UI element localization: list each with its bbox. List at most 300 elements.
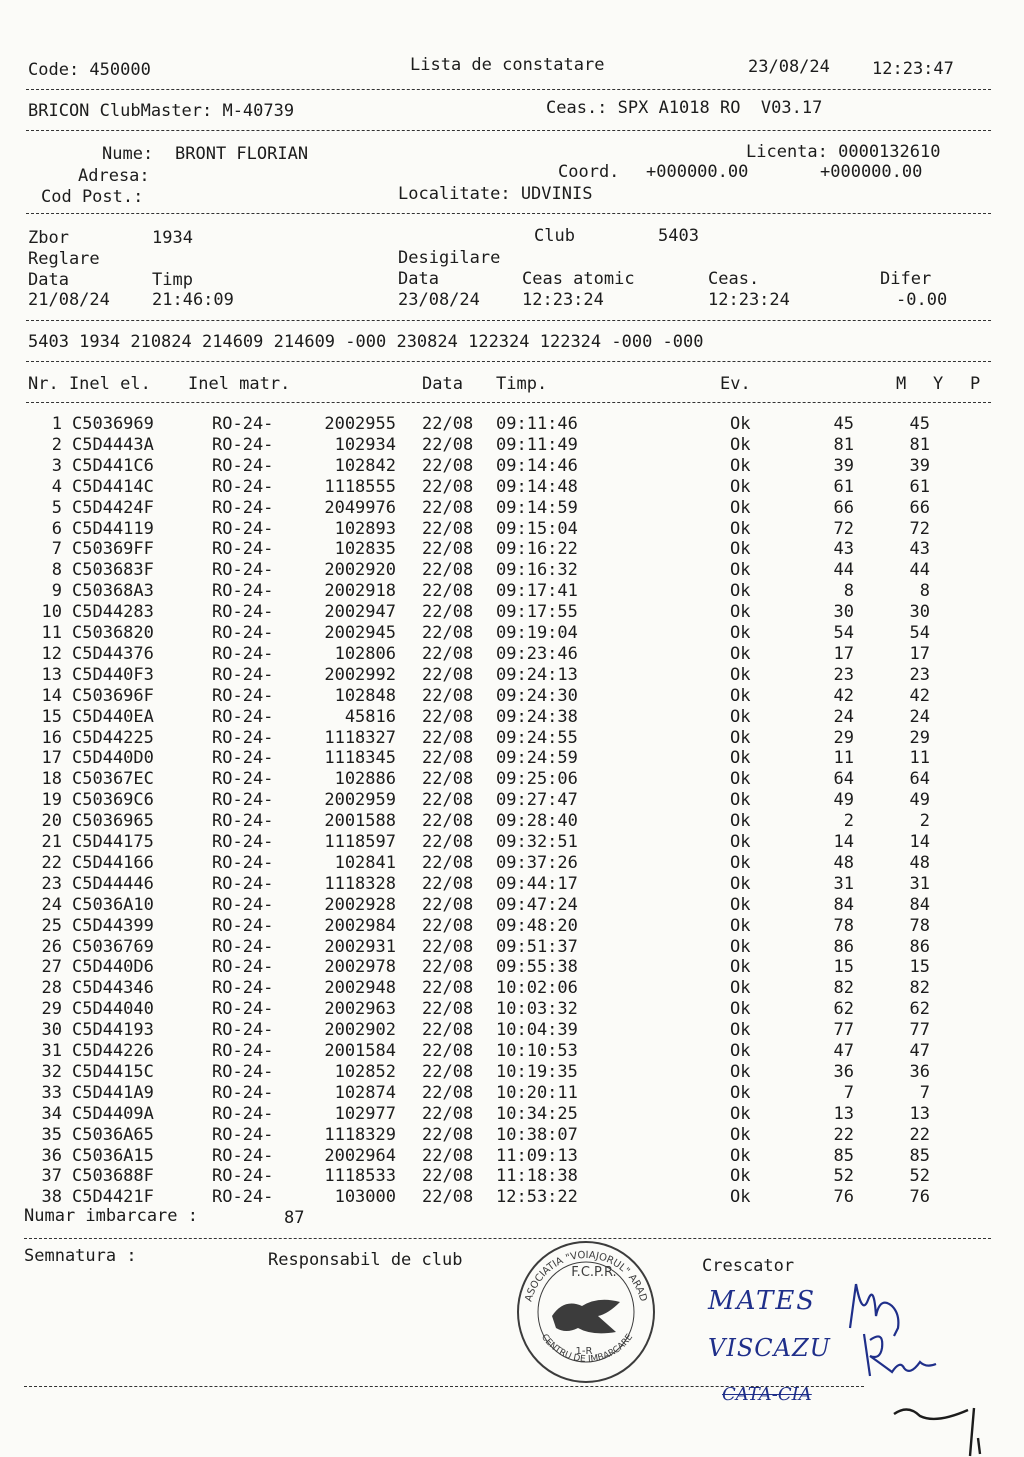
y-value: 84 xyxy=(909,894,930,915)
ring-prefix: RO-24- xyxy=(212,894,274,915)
arrival-time: 09:24:38 xyxy=(496,706,578,727)
table-row xyxy=(0,874,1024,895)
event-status: Ok xyxy=(730,685,751,706)
event-status: Ok xyxy=(730,560,751,581)
row-number: 22 xyxy=(41,852,62,873)
handwritten-name-3: CATA-CIA xyxy=(722,1384,812,1405)
ring-prefix: RO-24- xyxy=(212,811,274,832)
header-m: M xyxy=(896,374,907,394)
m-value: 22 xyxy=(833,1124,854,1145)
arrival-time: 09:16:22 xyxy=(496,539,578,560)
m-value: 44 xyxy=(833,560,854,581)
arrival-time: 09:24:55 xyxy=(496,727,578,748)
ring-electronic: C5D44376 xyxy=(72,643,154,664)
ring-number: 1118327 xyxy=(324,727,396,748)
row-number: 9 xyxy=(51,581,62,602)
ring-number: 1118533 xyxy=(324,1166,396,1187)
ceas-atomic-label: Ceas atomic xyxy=(522,269,635,289)
ring-electronic: C5D4414C xyxy=(72,476,154,497)
row-number: 34 xyxy=(41,1103,62,1124)
table-row xyxy=(0,519,1024,540)
data-label: Data xyxy=(28,270,69,290)
ring-prefix: RO-24- xyxy=(212,873,274,894)
ring-electronic: C5D44040 xyxy=(72,999,154,1020)
arrival-time: 10:34:25 xyxy=(496,1103,578,1124)
m-value: 76 xyxy=(833,1187,854,1208)
y-value: 82 xyxy=(909,978,930,999)
y-value: 45 xyxy=(909,414,930,434)
ring-electronic: C5D441A9 xyxy=(72,1082,154,1103)
ring-prefix: RO-24- xyxy=(212,748,274,769)
nume-label: Nume: xyxy=(102,144,154,164)
y-value: 72 xyxy=(909,518,930,539)
ring-electronic: C5D44283 xyxy=(72,602,154,623)
ring-prefix: RO-24- xyxy=(212,685,274,706)
m-value: 15 xyxy=(833,957,854,978)
numar-imbarcare-label: Numar imbarcare : xyxy=(24,1206,198,1226)
ring-number: 1118328 xyxy=(324,873,396,894)
header-timp: Timp. xyxy=(496,374,548,394)
arrival-date: 22/08 xyxy=(422,560,474,581)
y-value: 85 xyxy=(909,1145,930,1166)
semnatura-label: Semnatura : xyxy=(24,1246,137,1266)
row-number: 29 xyxy=(41,999,62,1020)
m-value: 36 xyxy=(833,1061,854,1082)
row-number: 1 xyxy=(51,414,62,434)
y-value: 62 xyxy=(909,999,930,1020)
ring-number: 2002955 xyxy=(324,414,396,434)
arrival-date: 22/08 xyxy=(422,748,474,769)
ring-electronic: C5D440D0 xyxy=(72,748,154,769)
ring-electronic: C503683F xyxy=(72,560,154,581)
table-row xyxy=(0,539,1024,560)
header-y: Y xyxy=(933,374,944,394)
y-value: 14 xyxy=(909,832,930,852)
event-status: Ok xyxy=(730,978,751,999)
ring-number: 1118555 xyxy=(324,476,396,497)
row-number: 33 xyxy=(41,1082,62,1103)
m-value: 54 xyxy=(833,623,854,643)
ring-number: 102886 xyxy=(334,769,396,790)
event-status: Ok xyxy=(730,664,751,685)
clubmaster-id: BRICON ClubMaster: M-40739 xyxy=(28,101,295,121)
table-row xyxy=(0,853,1024,874)
table-row xyxy=(0,957,1024,978)
table-row xyxy=(0,644,1024,665)
event-status: Ok xyxy=(730,748,751,769)
ring-prefix: RO-24- xyxy=(212,602,274,623)
ring-prefix: RO-24- xyxy=(212,1187,274,1208)
event-status: Ok xyxy=(730,414,751,434)
event-status: Ok xyxy=(730,643,751,664)
signature-mark-2 xyxy=(890,1398,990,1457)
ring-prefix: RO-24- xyxy=(212,560,274,581)
arrival-date: 22/08 xyxy=(422,1124,474,1145)
ring-number: 2002902 xyxy=(324,1020,396,1041)
event-status: Ok xyxy=(730,852,751,873)
arrival-time: 11:09:13 xyxy=(496,1145,578,1166)
reglare-label: Reglare xyxy=(28,249,100,269)
row-number: 24 xyxy=(41,894,62,915)
stamp-top-text: ASOCIATIA "VOIAJORUL" ARAD xyxy=(523,1249,649,1303)
y-value: 61 xyxy=(909,476,930,497)
arrival-date: 22/08 xyxy=(422,497,474,518)
m-value: 77 xyxy=(833,1020,854,1041)
ring-electronic: C5D44193 xyxy=(72,1020,154,1041)
row-number: 8 xyxy=(51,560,62,581)
arrival-date: 22/08 xyxy=(422,978,474,999)
arrival-date: 22/08 xyxy=(422,581,474,602)
arrival-time: 09:14:48 xyxy=(496,476,578,497)
ring-electronic: C5036A10 xyxy=(72,894,154,915)
y-value: 29 xyxy=(909,727,930,748)
ring-electronic: C5D4409A xyxy=(72,1103,154,1124)
table-row xyxy=(0,1041,1024,1062)
event-status: Ok xyxy=(730,581,751,602)
row-number: 12 xyxy=(41,643,62,664)
y-value: 49 xyxy=(909,790,930,811)
m-value: 11 xyxy=(833,748,854,769)
event-status: Ok xyxy=(730,706,751,727)
ring-number: 2001584 xyxy=(324,1041,396,1061)
arrival-time: 11:18:38 xyxy=(496,1166,578,1187)
ring-electronic: C5D44346 xyxy=(72,978,154,999)
m-value: 31 xyxy=(833,873,854,894)
m-value: 23 xyxy=(833,664,854,685)
ring-prefix: RO-24- xyxy=(212,518,274,539)
row-number: 11 xyxy=(41,623,62,643)
m-value: 86 xyxy=(833,936,854,957)
row-number: 26 xyxy=(41,936,62,957)
row-number: 10 xyxy=(41,602,62,623)
header-ev: Ev. xyxy=(720,374,751,394)
arrival-date: 22/08 xyxy=(422,706,474,727)
y-value: 23 xyxy=(909,664,930,685)
y-value: 52 xyxy=(909,1166,930,1187)
arrival-time: 10:02:06 xyxy=(496,978,578,999)
arrival-time: 10:03:32 xyxy=(496,999,578,1020)
event-status: Ok xyxy=(730,999,751,1020)
y-value: 22 xyxy=(909,1124,930,1145)
ring-electronic: C5D441C6 xyxy=(72,455,154,476)
event-status: Ok xyxy=(730,1124,751,1145)
y-value: 36 xyxy=(909,1061,930,1082)
ring-prefix: RO-24- xyxy=(212,476,274,497)
ring-prefix: RO-24- xyxy=(212,1166,274,1187)
arrival-date: 22/08 xyxy=(422,1041,474,1061)
ring-electronic: C5D44446 xyxy=(72,873,154,894)
ring-prefix: RO-24- xyxy=(212,790,274,811)
y-value: 54 xyxy=(909,623,930,643)
event-status: Ok xyxy=(730,832,751,852)
row-number: 18 xyxy=(41,769,62,790)
ring-electronic: C5036820 xyxy=(72,623,154,643)
arrival-date: 22/08 xyxy=(422,623,474,643)
table-row xyxy=(0,581,1024,602)
arrival-date: 22/08 xyxy=(422,727,474,748)
m-value: 17 xyxy=(833,643,854,664)
y-value: 8 xyxy=(919,581,930,602)
row-number: 23 xyxy=(41,873,62,894)
table-row xyxy=(0,623,1024,644)
y-value: 42 xyxy=(909,685,930,706)
arrival-time: 09:15:04 xyxy=(496,518,578,539)
m-value: 45 xyxy=(833,414,854,434)
m-value: 14 xyxy=(833,832,854,852)
arrival-time: 09:24:13 xyxy=(496,664,578,685)
zbor-number: 1934 xyxy=(152,228,193,248)
stamp-abbr: F.C.P.R. xyxy=(571,1265,617,1280)
row-number: 37 xyxy=(41,1166,62,1187)
divider xyxy=(26,402,991,403)
document-title: Lista de constatare xyxy=(410,55,605,75)
localitate: Localitate: UDVINIS xyxy=(398,184,593,204)
event-status: Ok xyxy=(730,455,751,476)
divider xyxy=(26,89,991,90)
y-value: 81 xyxy=(909,434,930,455)
ring-number: 102842 xyxy=(334,455,396,476)
m-value: 52 xyxy=(833,1166,854,1187)
club-label: Club xyxy=(534,226,575,246)
row-number: 31 xyxy=(41,1041,62,1061)
y-value: 77 xyxy=(909,1020,930,1041)
arrival-time: 09:25:06 xyxy=(496,769,578,790)
arrival-date: 22/08 xyxy=(422,1103,474,1124)
event-status: Ok xyxy=(730,602,751,623)
ring-prefix: RO-24- xyxy=(212,414,274,434)
row-number: 3 xyxy=(51,455,62,476)
m-value: 49 xyxy=(833,790,854,811)
ring-electronic: C5D44225 xyxy=(72,727,154,748)
row-number: 20 xyxy=(41,811,62,832)
event-status: Ok xyxy=(730,434,751,455)
event-status: Ok xyxy=(730,1103,751,1124)
ring-electronic: C50367EC xyxy=(72,769,154,790)
arrival-time: 10:10:53 xyxy=(496,1041,578,1061)
arrival-date: 22/08 xyxy=(422,852,474,873)
stamp-number: 1-R xyxy=(575,1346,593,1357)
table-row xyxy=(0,665,1024,686)
arrival-time: 10:20:11 xyxy=(496,1082,578,1103)
ring-electronic: C5036965 xyxy=(72,811,154,832)
table-row xyxy=(0,832,1024,853)
m-value: 82 xyxy=(833,978,854,999)
ring-prefix: RO-24- xyxy=(212,434,274,455)
row-number: 15 xyxy=(41,706,62,727)
event-status: Ok xyxy=(730,1082,751,1103)
event-status: Ok xyxy=(730,1166,751,1187)
codpost-label: Cod Post.: xyxy=(41,187,144,207)
event-status: Ok xyxy=(730,873,751,894)
arrival-time: 09:28:40 xyxy=(496,811,578,832)
code-label: Code: 450000 xyxy=(28,60,151,80)
club-number: 5403 xyxy=(658,226,699,246)
arrival-date: 22/08 xyxy=(422,685,474,706)
m-value: 8 xyxy=(843,581,854,602)
ring-prefix: RO-24- xyxy=(212,706,274,727)
numar-imbarcare: 87 xyxy=(284,1208,305,1228)
event-status: Ok xyxy=(730,894,751,915)
row-number: 4 xyxy=(51,476,62,497)
arrival-date: 22/08 xyxy=(422,476,474,497)
arrival-time: 09:47:24 xyxy=(496,894,578,915)
arrival-date: 22/08 xyxy=(422,664,474,685)
ring-number: 2002920 xyxy=(324,560,396,581)
event-status: Ok xyxy=(730,769,751,790)
ring-number: 2002978 xyxy=(324,957,396,978)
y-value: 17 xyxy=(909,643,930,664)
table-row xyxy=(0,999,1024,1020)
ring-prefix: RO-24- xyxy=(212,957,274,978)
table-row xyxy=(0,1125,1024,1146)
ring-number: 102934 xyxy=(334,434,396,455)
row-number: 16 xyxy=(41,727,62,748)
coord-label: Coord. xyxy=(558,162,620,182)
difference: -0.00 xyxy=(896,290,948,310)
arrival-time: 10:19:35 xyxy=(496,1061,578,1082)
table-row xyxy=(0,728,1024,749)
arrival-date: 22/08 xyxy=(422,455,474,476)
arrival-time: 09:48:20 xyxy=(496,915,578,936)
table-row xyxy=(0,686,1024,707)
ring-prefix: RO-24- xyxy=(212,978,274,999)
reglare-date: 21/08/24 xyxy=(28,290,110,310)
ring-number: 2002959 xyxy=(324,790,396,811)
clock-time: 12:23:24 xyxy=(708,290,790,310)
ring-electronic: C5D440F3 xyxy=(72,664,154,685)
ring-number: 2002992 xyxy=(324,664,396,685)
ring-prefix: RO-24- xyxy=(212,643,274,664)
event-status: Ok xyxy=(730,1145,751,1166)
event-status: Ok xyxy=(730,476,751,497)
m-value: 24 xyxy=(833,706,854,727)
row-number: 2 xyxy=(51,434,62,455)
arrival-time: 09:55:38 xyxy=(496,957,578,978)
arrival-time: 09:27:47 xyxy=(496,790,578,811)
row-number: 6 xyxy=(51,518,62,539)
ring-number: 2002947 xyxy=(324,602,396,623)
arrival-date: 22/08 xyxy=(422,1061,474,1082)
handwritten-name-2: VISCAZU xyxy=(708,1334,831,1362)
table-row xyxy=(0,498,1024,519)
ring-electronic: C5036A65 xyxy=(72,1124,154,1145)
m-value: 62 xyxy=(833,999,854,1020)
ring-electronic: C5D44119 xyxy=(72,518,154,539)
arrival-date: 22/08 xyxy=(422,539,474,560)
table-row xyxy=(0,811,1024,832)
table-row xyxy=(0,435,1024,456)
ring-electronic: C5D4424F xyxy=(72,497,154,518)
m-value: 84 xyxy=(833,894,854,915)
m-value: 81 xyxy=(833,434,854,455)
arrival-time: 09:17:55 xyxy=(496,602,578,623)
event-status: Ok xyxy=(730,790,751,811)
table-row xyxy=(0,1104,1024,1125)
y-value: 31 xyxy=(909,873,930,894)
ring-number: 102806 xyxy=(334,643,396,664)
arrival-date: 22/08 xyxy=(422,643,474,664)
row-number: 13 xyxy=(41,664,62,685)
ring-prefix: RO-24- xyxy=(212,1145,274,1166)
y-value: 30 xyxy=(909,602,930,623)
m-value: 47 xyxy=(833,1041,854,1061)
divider xyxy=(26,130,991,131)
row-number: 30 xyxy=(41,1020,62,1041)
arrival-date: 22/08 xyxy=(422,1187,474,1208)
arrival-time: 09:37:26 xyxy=(496,852,578,873)
arrival-time: 09:24:30 xyxy=(496,685,578,706)
ring-electronic: C5D4421F xyxy=(72,1187,154,1208)
m-value: 29 xyxy=(833,727,854,748)
club-stamp xyxy=(512,1236,660,1386)
ring-prefix: RO-24- xyxy=(212,1020,274,1041)
arrival-time: 09:23:46 xyxy=(496,643,578,664)
ring-number: 1118345 xyxy=(324,748,396,769)
fancier-name: BRONT FLORIAN xyxy=(175,144,309,164)
y-value: 47 xyxy=(909,1041,930,1061)
y-value: 24 xyxy=(909,706,930,727)
arrival-date: 22/08 xyxy=(422,894,474,915)
row-number: 5 xyxy=(51,497,62,518)
event-status: Ok xyxy=(730,727,751,748)
m-value: 13 xyxy=(833,1103,854,1124)
ring-prefix: RO-24- xyxy=(212,915,274,936)
arrival-time: 12:53:22 xyxy=(496,1187,578,1208)
ring-number: 2001588 xyxy=(324,811,396,832)
coord-x: +000000.00 xyxy=(646,162,749,182)
adresa-label: Adresa: xyxy=(78,166,150,186)
m-value: 43 xyxy=(833,539,854,560)
row-number: 38 xyxy=(41,1187,62,1208)
arrival-time: 09:16:32 xyxy=(496,560,578,581)
event-status: Ok xyxy=(730,1187,751,1208)
m-value: 48 xyxy=(833,852,854,873)
clock-model: Ceas.: SPX A1018 RO V03.17 xyxy=(546,98,823,118)
header-date: 23/08/24 xyxy=(748,57,830,77)
table-row xyxy=(0,895,1024,916)
ring-electronic: C503688F xyxy=(72,1166,154,1187)
ring-number: 102835 xyxy=(334,539,396,560)
ring-electronic: C5D44166 xyxy=(72,852,154,873)
ring-number: 102977 xyxy=(334,1103,396,1124)
arrival-time: 09:17:41 xyxy=(496,581,578,602)
y-value: 2 xyxy=(919,811,930,832)
ring-number: 2002948 xyxy=(324,978,396,999)
table-row xyxy=(0,769,1024,790)
ring-number: 2002918 xyxy=(324,581,396,602)
ring-prefix: RO-24- xyxy=(212,1082,274,1103)
row-number: 35 xyxy=(41,1124,62,1145)
divider xyxy=(24,1238,991,1239)
ring-prefix: RO-24- xyxy=(212,497,274,518)
arrival-date: 22/08 xyxy=(422,414,474,434)
ring-electronic: C5D4415C xyxy=(72,1061,154,1082)
arrival-time: 09:11:46 xyxy=(496,414,578,434)
ring-prefix: RO-24- xyxy=(212,664,274,685)
m-value: 85 xyxy=(833,1145,854,1166)
arrival-time: 10:38:07 xyxy=(496,1124,578,1145)
y-value: 86 xyxy=(909,936,930,957)
desigilare-label: Desigilare xyxy=(398,248,501,268)
arrival-date: 22/08 xyxy=(422,1145,474,1166)
table-row xyxy=(0,560,1024,581)
ring-prefix: RO-24- xyxy=(212,455,274,476)
ring-electronic: C5D44175 xyxy=(72,832,154,852)
arrival-time: 09:14:46 xyxy=(496,455,578,476)
m-value: 78 xyxy=(833,915,854,936)
arrival-time: 09:44:17 xyxy=(496,873,578,894)
y-value: 44 xyxy=(909,560,930,581)
